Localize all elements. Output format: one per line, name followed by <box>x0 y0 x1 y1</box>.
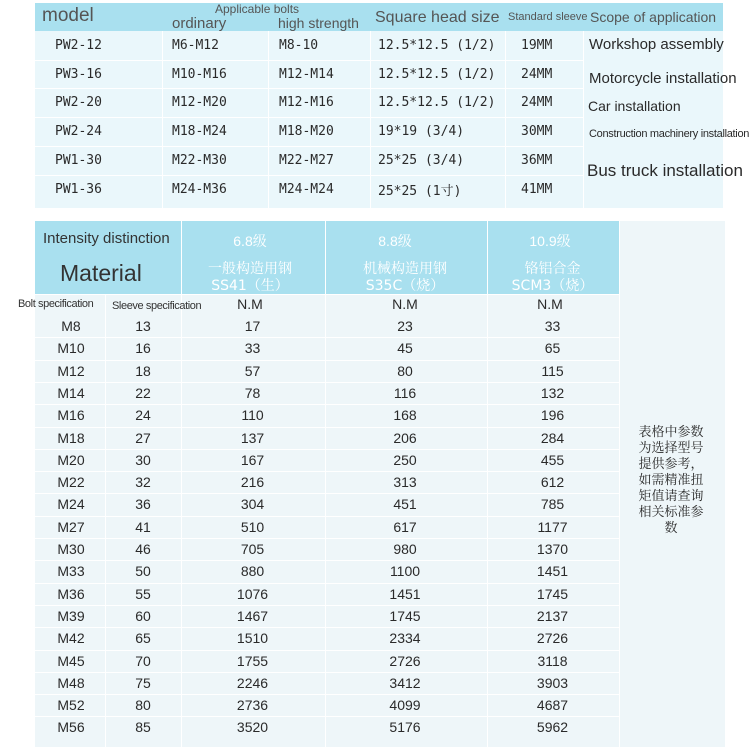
row-m36-sleeve-spec: 55 <box>135 586 151 602</box>
row-m18-bolt-spec: M18 <box>57 430 85 446</box>
header-square-head-size: Square head size <box>375 9 500 26</box>
header-high-strength: high strength <box>278 15 359 31</box>
row-m56-torque-10-9: 5962 <box>536 719 569 735</box>
model-table-column-divider <box>370 31 371 208</box>
row-m27-torque-8-8: 617 <box>393 519 417 535</box>
row-4-sleeve: 30MM <box>521 124 553 139</box>
row-m8-torque-10-9: 33 <box>544 318 561 334</box>
scope-motorcycle-installation: Motorcycle installation <box>589 69 737 87</box>
row-m48-bolt-spec: M48 <box>57 675 85 691</box>
row-m16-torque-10-9: 196 <box>540 407 565 423</box>
header-scope-of-application: Scope of application <box>590 9 717 25</box>
row-1-model: PW2-12 <box>55 38 102 53</box>
material-scm3-code: SCM3（烧） <box>511 278 594 294</box>
header-model: model <box>42 5 94 26</box>
row-6-square-head: 25*25 (1寸) <box>378 184 462 199</box>
row-m30-sleeve-spec: 46 <box>135 541 151 557</box>
row-m18-torque-8-8: 206 <box>393 430 417 446</box>
model-table-column-divider <box>583 31 584 208</box>
torque-table-row-divider <box>35 360 619 361</box>
row-m30-torque-10-9: 1370 <box>536 541 569 557</box>
row-1-high-strength-bolts: M8-10 <box>279 38 319 53</box>
row-m24-torque-8-8: 451 <box>393 496 417 512</box>
torque-table-row-divider <box>35 716 619 717</box>
row-2-ordinary-bolts: M10-M16 <box>172 67 227 82</box>
row-1-ordinary-bolts: M6-M12 <box>172 38 219 53</box>
row-m36-torque-10-9: 1745 <box>536 586 569 602</box>
row-m22-sleeve-spec: 32 <box>135 474 151 490</box>
row-5-sleeve: 36MM <box>521 153 553 168</box>
material-ss41-name: 一般构造用钢 <box>208 261 292 277</box>
torque-table-column-divider <box>487 221 488 747</box>
row-m45-torque-6-8: 1755 <box>236 653 269 669</box>
row-3-square-head: 12.5*12.5 (1/2) <box>378 95 496 110</box>
row-m18-torque-10-9: 284 <box>540 430 565 446</box>
row-m27-torque-6-8: 510 <box>240 519 265 535</box>
row-m12-torque-10-9: 115 <box>541 363 564 379</box>
row-m20-torque-6-8: 167 <box>240 452 265 468</box>
row-m24-torque-10-9: 785 <box>540 496 565 512</box>
torque-table-row-divider <box>35 404 619 405</box>
row-m56-torque-8-8: 5176 <box>389 719 421 735</box>
row-m27-torque-10-9: 1177 <box>537 519 568 535</box>
torque-table-row-divider <box>35 382 619 383</box>
row-m22-torque-6-8: 216 <box>240 474 265 490</box>
row-2-sleeve: 24MM <box>521 67 553 82</box>
row-2-square-head: 12.5*12.5 (1/2) <box>378 67 496 82</box>
row-3-high-strength-bolts: M12-M16 <box>279 95 334 110</box>
header-applicable-bolts: Applicable bolts <box>215 2 300 16</box>
row-m10-bolt-spec: M10 <box>57 340 85 356</box>
grade-10-9: 10.9级 <box>529 233 571 249</box>
torque-table-row-divider <box>35 694 619 695</box>
row-m30-torque-6-8: 705 <box>240 541 265 557</box>
row-m24-torque-6-8: 304 <box>240 496 265 512</box>
row-m30-bolt-spec: M30 <box>57 541 85 557</box>
row-m36-torque-8-8: 1451 <box>389 586 421 602</box>
torque-table-row-divider <box>35 583 619 584</box>
row-m48-torque-6-8: 2246 <box>236 675 269 691</box>
row-m20-torque-10-9: 455 <box>540 452 565 468</box>
row-m45-sleeve-spec: 70 <box>135 653 151 669</box>
row-3-model: PW2-20 <box>55 95 102 110</box>
row-m33-sleeve-spec: 50 <box>135 563 151 579</box>
material-s35c-code: S35C（烧） <box>365 278 445 294</box>
torque-table-column-divider <box>619 221 620 747</box>
reference-note-line: 为选择型号 <box>638 441 704 456</box>
row-m36-torque-6-8: 1076 <box>236 586 269 602</box>
torque-table-row-divider <box>35 337 619 338</box>
row-m33-bolt-spec: M33 <box>57 563 85 579</box>
torque-table-row-divider <box>35 627 619 628</box>
row-m27-bolt-spec: M27 <box>57 519 85 535</box>
row-1-sleeve: 19MM <box>521 38 553 53</box>
model-table-column-divider <box>268 31 269 208</box>
row-4-square-head: 19*19 (3/4) <box>378 124 465 139</box>
sleeve-specification-label: Sleeve specification <box>112 300 202 312</box>
reference-note-line: 表格中参数 <box>638 425 704 440</box>
row-5-square-head: 25*25 (3/4) <box>378 153 465 168</box>
row-m8-torque-8-8: 23 <box>397 318 413 334</box>
row-m16-torque-8-8: 168 <box>393 407 417 423</box>
row-3-sleeve: 24MM <box>521 95 553 110</box>
row-6-high-strength-bolts: M24-M24 <box>279 182 334 197</box>
row-4-ordinary-bolts: M18-M24 <box>172 124 227 139</box>
unit-10-9: N.M <box>537 296 563 312</box>
row-m36-bolt-spec: M36 <box>57 586 85 602</box>
row-m22-torque-10-9: 612 <box>540 474 565 490</box>
row-m10-sleeve-spec: 16 <box>135 340 151 356</box>
grade-8-8: 8.8级 <box>378 233 412 249</box>
header-standard-sleeve: Standard sleeve <box>508 11 588 23</box>
row-m42-torque-6-8: 1510 <box>236 630 269 646</box>
row-m39-bolt-spec: M39 <box>57 608 85 624</box>
row-m16-torque-6-8: 110 <box>241 407 264 423</box>
row-m14-torque-6-8: 78 <box>244 385 261 401</box>
scope-bus-truck-installation: Bus truck installation <box>587 161 743 180</box>
row-m10-torque-8-8: 45 <box>397 340 413 356</box>
torque-table-row-divider <box>35 560 619 561</box>
row-m42-torque-10-9: 2726 <box>536 630 569 646</box>
row-m16-bolt-spec: M16 <box>57 407 85 423</box>
row-m14-torque-10-9: 132 <box>540 385 565 401</box>
row-m45-torque-10-9: 3118 <box>537 653 568 669</box>
row-m52-sleeve-spec: 80 <box>135 697 151 713</box>
unit-8-8: N.M <box>392 296 418 312</box>
row-m8-sleeve-spec: 13 <box>135 318 151 334</box>
model-table-column-divider <box>162 31 163 208</box>
torque-table-row-divider <box>35 471 619 472</box>
row-m33-torque-6-8: 880 <box>240 563 265 579</box>
row-m12-torque-6-8: 57 <box>244 363 261 379</box>
row-m22-bolt-spec: M22 <box>57 474 85 490</box>
reference-note-line: 提供参考， <box>638 457 704 472</box>
grade-6-8: 6.8级 <box>233 233 267 249</box>
row-m45-bolt-spec: M45 <box>57 653 85 669</box>
model-table-column-divider <box>505 31 506 208</box>
row-m56-torque-6-8: 3520 <box>236 719 269 735</box>
row-m39-torque-10-9: 2137 <box>536 608 569 624</box>
scope-construction-machinery: Construction machinery installation <box>589 128 750 140</box>
torque-table-row-divider <box>35 493 619 494</box>
row-6-ordinary-bolts: M24-M36 <box>172 182 227 197</box>
row-m39-torque-6-8: 1467 <box>236 608 269 624</box>
row-m20-torque-8-8: 250 <box>393 452 417 468</box>
torque-table-row-divider <box>35 650 619 651</box>
torque-table-column-divider <box>325 221 326 747</box>
torque-table-row-divider <box>35 427 619 428</box>
row-m48-torque-10-9: 3903 <box>536 675 569 691</box>
row-1-square-head: 12.5*12.5 (1/2) <box>378 38 496 53</box>
unit-6-8: N.M <box>237 296 263 312</box>
row-6-sleeve: 41MM <box>521 182 553 197</box>
material-s35c-name: 机械构造用钢 <box>363 261 447 277</box>
row-5-high-strength-bolts: M22-M27 <box>279 153 334 168</box>
material-label: Material <box>60 259 142 286</box>
row-m8-bolt-spec: M8 <box>61 318 81 334</box>
row-m18-torque-6-8: 137 <box>240 430 265 446</box>
row-m10-torque-6-8: 33 <box>244 340 261 356</box>
row-m52-bolt-spec: M52 <box>57 697 85 713</box>
row-m39-sleeve-spec: 60 <box>135 608 151 624</box>
row-m42-bolt-spec: M42 <box>57 630 85 646</box>
row-m56-bolt-spec: M56 <box>57 719 85 735</box>
row-m8-torque-6-8: 17 <box>244 318 261 334</box>
torque-table-row-divider <box>35 672 619 673</box>
row-m12-bolt-spec: M12 <box>57 363 85 379</box>
row-m12-torque-8-8: 80 <box>397 363 413 379</box>
material-ss41-code: SS41（生） <box>211 278 289 294</box>
row-m16-sleeve-spec: 24 <box>135 407 151 423</box>
row-4-high-strength-bolts: M18-M20 <box>279 124 334 139</box>
row-m14-sleeve-spec: 22 <box>135 385 151 401</box>
row-m48-sleeve-spec: 75 <box>135 675 151 691</box>
row-m27-sleeve-spec: 41 <box>135 519 151 535</box>
row-m22-torque-8-8: 313 <box>393 474 417 490</box>
row-m24-bolt-spec: M24 <box>57 496 85 512</box>
row-m52-torque-6-8: 2736 <box>236 697 269 713</box>
row-m52-torque-10-9: 4687 <box>536 697 569 713</box>
row-m33-torque-10-9: 1451 <box>536 563 569 579</box>
row-m24-sleeve-spec: 36 <box>135 496 151 512</box>
row-m42-torque-8-8: 2334 <box>389 630 421 646</box>
reference-note-line: 数 <box>664 521 678 536</box>
scope-car-installation: Car installation <box>588 98 681 114</box>
torque-table-row-divider <box>35 449 619 450</box>
row-m14-bolt-spec: M14 <box>57 385 85 401</box>
row-5-ordinary-bolts: M22-M30 <box>172 153 227 168</box>
row-m30-torque-8-8: 980 <box>393 541 417 557</box>
row-m39-torque-8-8: 1745 <box>389 608 421 624</box>
row-6-model: PW1-36 <box>55 182 102 197</box>
row-m20-bolt-spec: M20 <box>57 452 85 468</box>
material-scm3-name: 铬铝合金 <box>524 261 581 277</box>
scope-workshop-assembly: Workshop assembly <box>589 35 724 53</box>
torque-table-row-divider <box>35 538 619 539</box>
row-m42-sleeve-spec: 65 <box>135 630 151 646</box>
reference-note-line: 如需精准扭 <box>638 473 704 488</box>
row-m12-sleeve-spec: 18 <box>135 363 151 379</box>
row-m56-sleeve-spec: 85 <box>135 719 151 735</box>
torque-table-row-divider <box>35 605 619 606</box>
row-2-model: PW3-16 <box>55 67 102 82</box>
row-m33-torque-8-8: 1100 <box>389 563 421 579</box>
row-5-model: PW1-30 <box>55 153 102 168</box>
row-4-model: PW2-24 <box>55 124 102 139</box>
intensity-distinction-label: Intensity distinction <box>43 229 170 247</box>
header-ordinary: ordinary <box>172 14 227 32</box>
row-2-high-strength-bolts: M12-M14 <box>279 67 334 82</box>
bolt-specification-label: Bolt specification <box>18 298 94 310</box>
torque-table-column-divider <box>105 294 106 747</box>
row-m48-torque-8-8: 3412 <box>389 675 421 691</box>
row-m20-sleeve-spec: 30 <box>135 452 151 468</box>
row-m18-sleeve-spec: 27 <box>135 430 151 446</box>
row-m45-torque-8-8: 2726 <box>389 653 421 669</box>
row-m14-torque-8-8: 116 <box>393 385 417 401</box>
reference-note-line: 相关标准参 <box>638 505 704 520</box>
row-m10-torque-10-9: 65 <box>544 340 561 356</box>
row-3-ordinary-bolts: M12-M20 <box>172 95 227 110</box>
torque-table-row-divider <box>35 516 619 517</box>
row-m52-torque-8-8: 4099 <box>389 697 421 713</box>
reference-note-line: 矩值请查询 <box>638 489 704 504</box>
